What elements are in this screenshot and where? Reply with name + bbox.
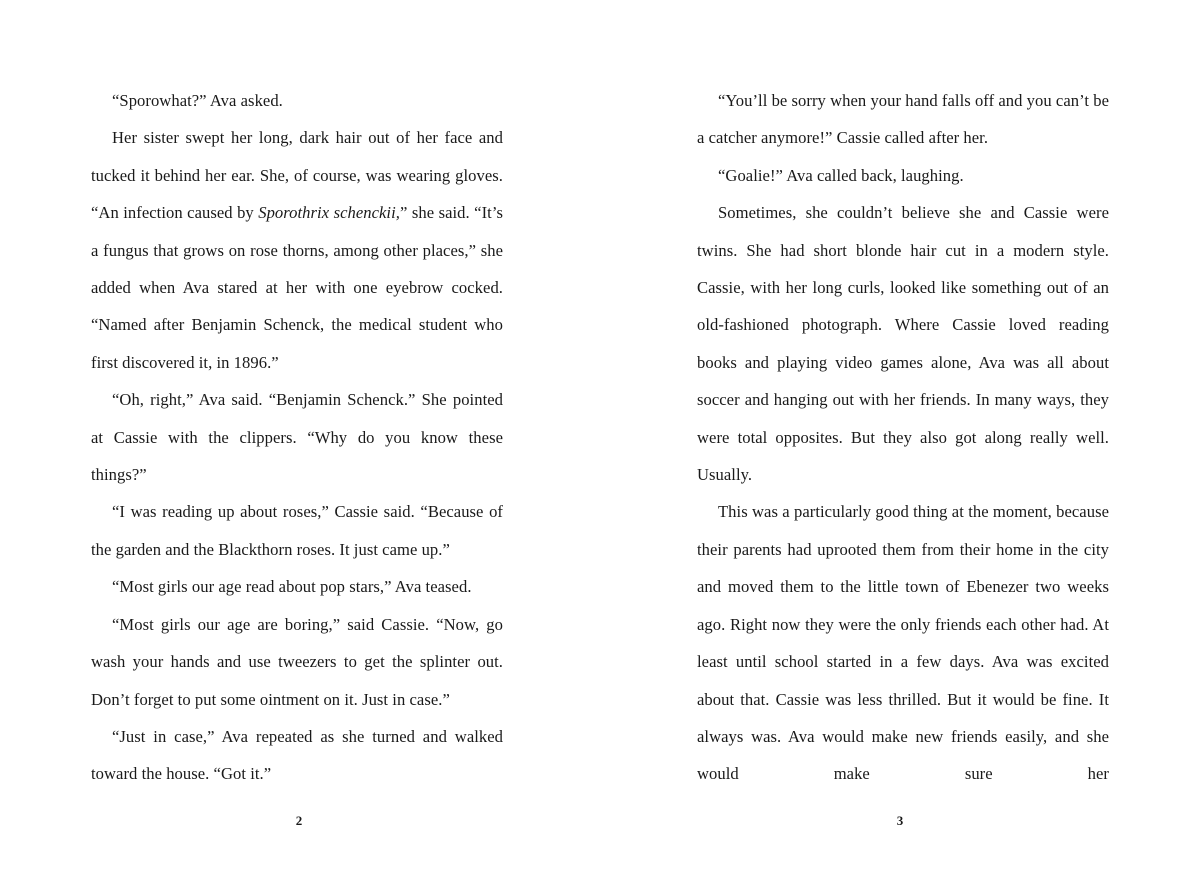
- paragraph: “Most girls our age are boring,” said Cassie. “Now, go wash your hands and use tweezers to get the splinter out. Don’t forget to put some ointment on it. Just in case.”: [91, 614, 503, 709]
- paragraph: Sometimes, she couldn’t believe she and Cassie were twins. She had short blonde hair cut in a modern style. Cassie, with her long curls, looked like something out of an old-fashioned photograph. Where Cassie loved reading books and playing video games alone, Ava was all about soccer and hanging out with her friends. In many ways, they were total opposites. But they also got along really well. Usually.: [697, 203, 1109, 485]
- right-page: [697, 82, 1109, 793]
- paragraph: “You’ll be sorry when your hand falls off and you can’t be a catcher anymore!” Cassie called after her.: [697, 91, 1109, 148]
- paragraph: “Most girls our age read about pop stars,” Ava teased.: [112, 577, 472, 597]
- paragraph: “Just in case,” Ava repeated as she turned and walked toward the house. “Got it.”: [91, 726, 503, 784]
- paragraph: “Goalie!” Ava called back, laughing.: [718, 165, 964, 185]
- page-number: 3: [896, 813, 904, 828]
- left-page: [91, 82, 503, 793]
- page-number: 2: [295, 813, 303, 828]
- species-name: Sporothrix schenckii,: [258, 203, 400, 223]
- paragraph: [91, 119, 503, 381]
- paragraph: “Oh, right,” Ava said. “Benjamin Schenck.” She pointed at Cassie with the clippers. “Why do you know these things?”: [91, 390, 503, 485]
- paragraph: This was a particularly good thing at the moment, because their parents had uprooted them from their home in the city and moved them to the little town of Ebenezer two weeks ago. Right now they were the only friends each other had. At least until school started in a few days. Ava was excited about that. Cassie was less thrilled. But it would be fine. It always was. Ava would make new friends easily, and she would make sure her: [697, 502, 1109, 784]
- paragraph: “I was reading up about roses,” Cassie said. “Because of the garden and the Blackthorn roses. It just came up.”: [91, 502, 503, 559]
- paragraph-text: Her sister swept her long, dark hair out of her face and tucked it behind her ear. She, of course, was wearing gloves. “An infection caused by: [91, 128, 503, 223]
- paragraph: “Sporowhat?” Ava asked.: [112, 91, 283, 110]
- paragraph-text: ” she said. “It’s a fungus that grows on rose thorns, among other places,” she added when Ava stared at her with one eyebrow cocked. “Named after Benjamin Schenck, the medical student who first discovered it, in 1896.”: [91, 203, 503, 372]
